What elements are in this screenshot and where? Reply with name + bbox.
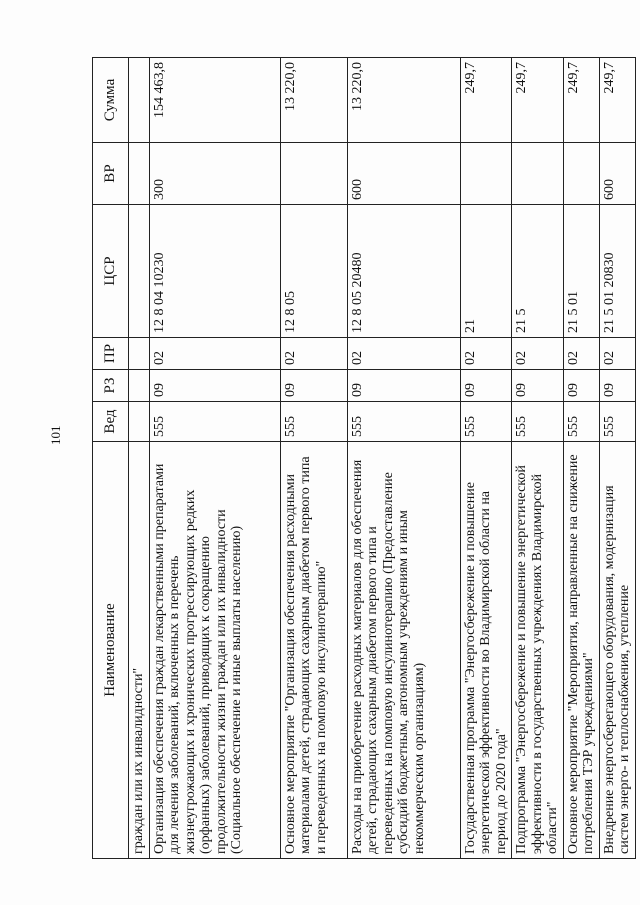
row-csr [129, 205, 150, 338]
row-vr: 600 [347, 143, 460, 205]
header-sum: Сумма [93, 58, 129, 143]
header-vr: ВР [93, 143, 129, 205]
row-ved: 555 [347, 402, 460, 442]
row-ved: 555 [563, 402, 599, 442]
row-name: Организация обеспечения граждан лекарственными препаратами для лечения заболеваний, включенных в перечень жизнеугрожающих и хронических прогрессирующих редких (орфанных) заболеваний, приводящих к сокращению продолжительности жизни граждан или их инвалидности (Социальное обеспечение и иные выплаты населению) [149, 442, 280, 859]
row-csr: 12 8 04 10230 [149, 205, 280, 338]
header-csr: ЦСР [93, 205, 129, 338]
row-csr: 12 8 05 20480 [347, 205, 460, 338]
table-row [149, 58, 280, 859]
table-row [512, 58, 564, 859]
row-ved: 555 [599, 402, 635, 442]
rotated-content [92, 58, 632, 859]
row-name: Основное мероприятие "Организация обеспечения расходными материалами детей, страдающих сахарным диабетом первого типа и переведенных на помповую инсулинотерапию" [280, 442, 347, 859]
row-rz: 09 [149, 370, 280, 402]
row-name: Внедрение энергосберегающего оборудования, модернизация систем энерго- и теплоснабжения, утепление [599, 442, 635, 859]
row-pr: 02 [149, 338, 280, 370]
header-row [93, 58, 129, 859]
row-csr: 21 5 [512, 205, 564, 338]
row-pr: 02 [563, 338, 599, 370]
header-name: Наименование [93, 442, 129, 859]
row-rz [129, 370, 150, 402]
row-vr: 600 [599, 143, 635, 205]
row-vr [460, 143, 512, 205]
row-rz: 09 [563, 370, 599, 402]
row-rz: 09 [280, 370, 347, 402]
header-ved: Вед [93, 402, 129, 442]
row-name: Государственная программа "Энергосбережение и повышение энергетической эффективности во Владимирской области на период до 2020 года" [460, 442, 512, 859]
budget-table [92, 57, 636, 859]
row-csr: 21 [460, 205, 512, 338]
row-rz: 09 [347, 370, 460, 402]
row-pr: 02 [460, 338, 512, 370]
header-pr: ПР [93, 338, 129, 370]
table-row [280, 58, 347, 859]
row-vr [563, 143, 599, 205]
header-rz: РЗ [93, 370, 129, 402]
page-number: 101 [48, 425, 63, 445]
row-vr: 300 [149, 143, 280, 205]
row-name: Расходы на приобретение расходных материалов для обеспечения детей, страдающих сахарным диабетом первого типа и переведенных на помповую инсулинотерапию (Предоставление субсидий бюджетным, автономным учреждениям и иным некоммерческим организациям) [347, 442, 460, 859]
table-row [129, 58, 150, 859]
budget-table-sheet [92, 58, 632, 859]
row-rz: 09 [460, 370, 512, 402]
row-rz: 09 [512, 370, 564, 402]
row-ved [129, 402, 150, 442]
row-sum: 249,7 [512, 58, 564, 143]
row-sum: 154 463,8 [149, 58, 280, 143]
table-row [460, 58, 512, 859]
row-csr: 21 5 01 20830 [599, 205, 635, 338]
row-pr [129, 338, 150, 370]
table-row [347, 58, 460, 859]
row-pr: 02 [347, 338, 460, 370]
row-sum: 249,7 [599, 58, 635, 143]
row-pr: 02 [512, 338, 564, 370]
row-sum: 249,7 [460, 58, 512, 143]
row-sum [129, 58, 150, 143]
row-vr [512, 143, 564, 205]
row-csr: 12 8 05 [280, 205, 347, 338]
row-pr: 02 [280, 338, 347, 370]
row-ved: 555 [460, 402, 512, 442]
row-ved: 555 [280, 402, 347, 442]
row-ved: 555 [512, 402, 564, 442]
table-row [563, 58, 599, 859]
row-sum: 13 220,0 [280, 58, 347, 143]
row-vr [129, 143, 150, 205]
row-pr: 02 [599, 338, 635, 370]
row-sum: 13 220,0 [347, 58, 460, 143]
row-name: Основное мероприятие "Мероприятия, направленные на снижение потребления ТЭР учреждениями" [563, 442, 599, 859]
row-name: Подпрограмма "Энергосбережение и повышение энергетической эффективности в государственных учреждениях Владимирской области" [512, 442, 564, 859]
row-ved: 555 [149, 402, 280, 442]
table-row [599, 58, 635, 859]
row-name: граждан или их инвалидности" [129, 442, 150, 859]
row-csr: 21 5 01 [563, 205, 599, 338]
row-vr [280, 143, 347, 205]
row-sum: 249,7 [563, 58, 599, 143]
row-rz: 09 [599, 370, 635, 402]
